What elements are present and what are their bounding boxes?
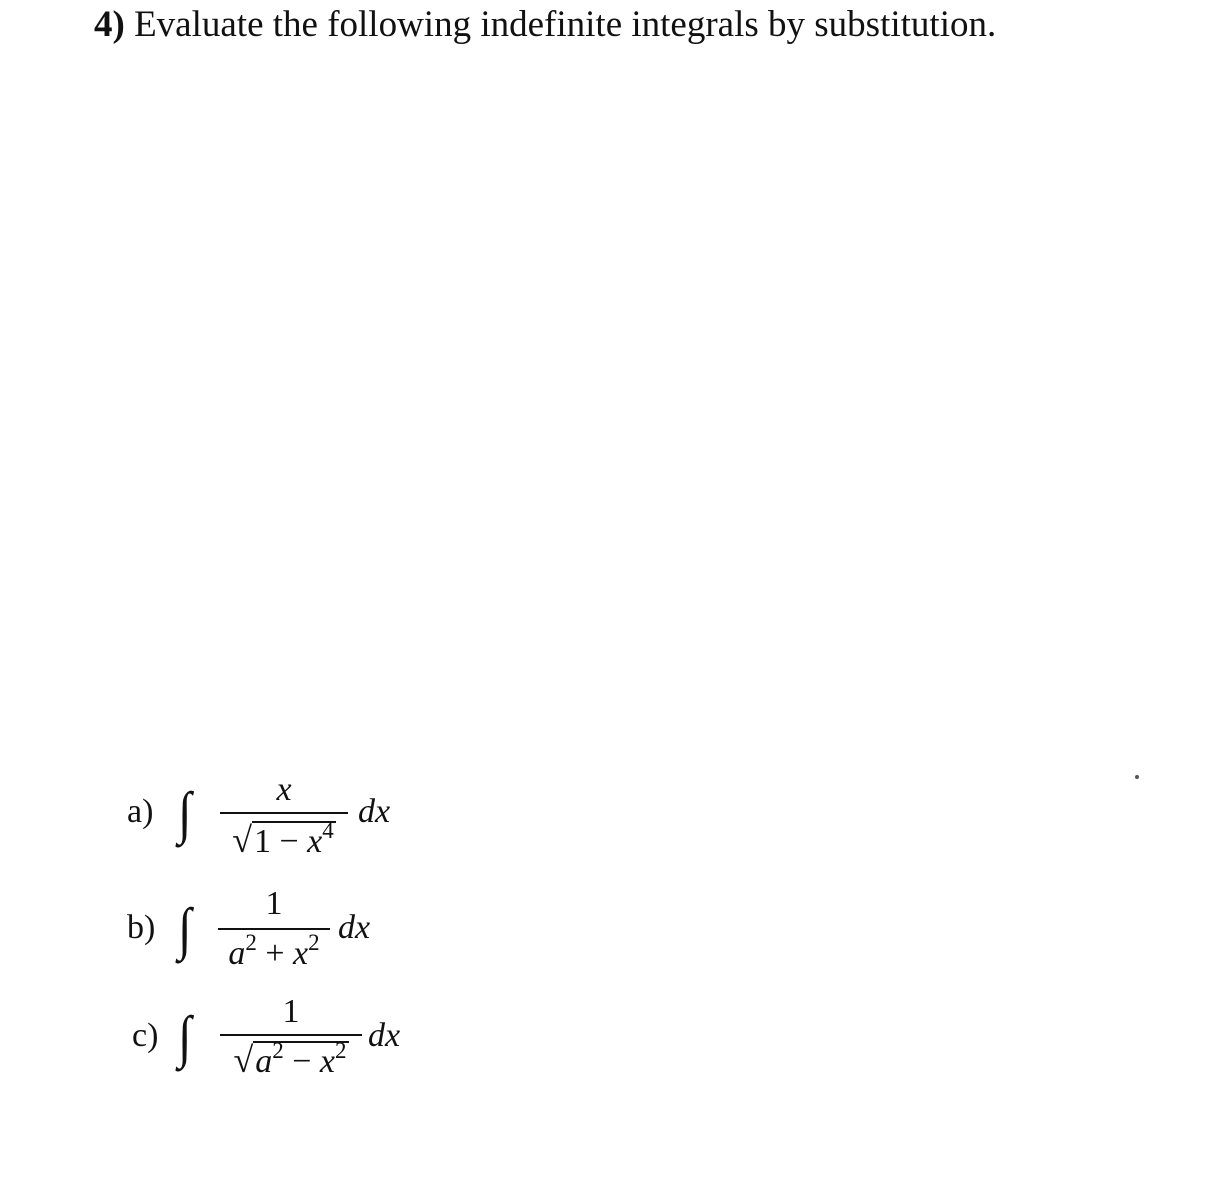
numerator-b: 1 — [265, 885, 283, 922]
fraction-c — [220, 992, 362, 1088]
denominator-b-exp2: 2 — [308, 929, 320, 955]
stray-mark — [1135, 775, 1139, 779]
denominator-b-op: + — [256, 935, 294, 972]
numerator-a: x — [276, 771, 292, 808]
differential-b: dx — [338, 909, 371, 946]
denominator-c — [220, 1037, 362, 1082]
problem-heading — [94, 2, 996, 48]
integral-sign-b: ∫ — [178, 896, 192, 961]
radical-sign-c: √ — [233, 1040, 254, 1080]
differential-a: dx — [358, 793, 391, 830]
denominator-a — [220, 817, 348, 862]
integral-sign-a: ∫ — [178, 780, 192, 845]
integral-a — [0, 770, 700, 880]
integral-sign-c: ∫ — [178, 1004, 192, 1069]
differential-c: dx — [368, 1017, 401, 1054]
fraction-b — [218, 882, 330, 978]
integral-c — [0, 992, 700, 1102]
radicand-c-x: x — [319, 1043, 336, 1080]
radicand-a-term1: 1 − — [253, 823, 308, 860]
radical-sign-a: √ — [232, 820, 252, 860]
radicand-c-a: a — [255, 1043, 273, 1080]
fraction-bar-a — [220, 812, 348, 814]
radicand-c-op: − — [283, 1043, 320, 1080]
problem-number: 4) — [94, 4, 125, 45]
radicand-c — [253, 1037, 348, 1080]
label-a: a) — [127, 793, 154, 830]
denominator-b-exp1: 2 — [245, 929, 257, 955]
radicand-a-exp: 4 — [322, 817, 334, 843]
radicand-c-exp1: 2 — [272, 1037, 284, 1063]
numerator-c: 1 — [282, 993, 300, 1030]
integral-b — [0, 882, 700, 992]
fraction-bar-c — [220, 1034, 362, 1036]
label-b: b) — [127, 909, 156, 946]
radicand-a-var: x — [307, 823, 323, 860]
denominator-b — [218, 929, 330, 974]
problem-instruction: Evaluate the following indefinite integrals by substitution. — [134, 4, 997, 45]
radicand-a — [252, 817, 336, 860]
label-c: c) — [132, 1017, 159, 1054]
fraction-a — [220, 770, 348, 866]
radicand-c-exp2: 2 — [335, 1037, 347, 1063]
denominator-b-x: x — [293, 935, 309, 972]
denominator-b-a: a — [228, 935, 246, 972]
